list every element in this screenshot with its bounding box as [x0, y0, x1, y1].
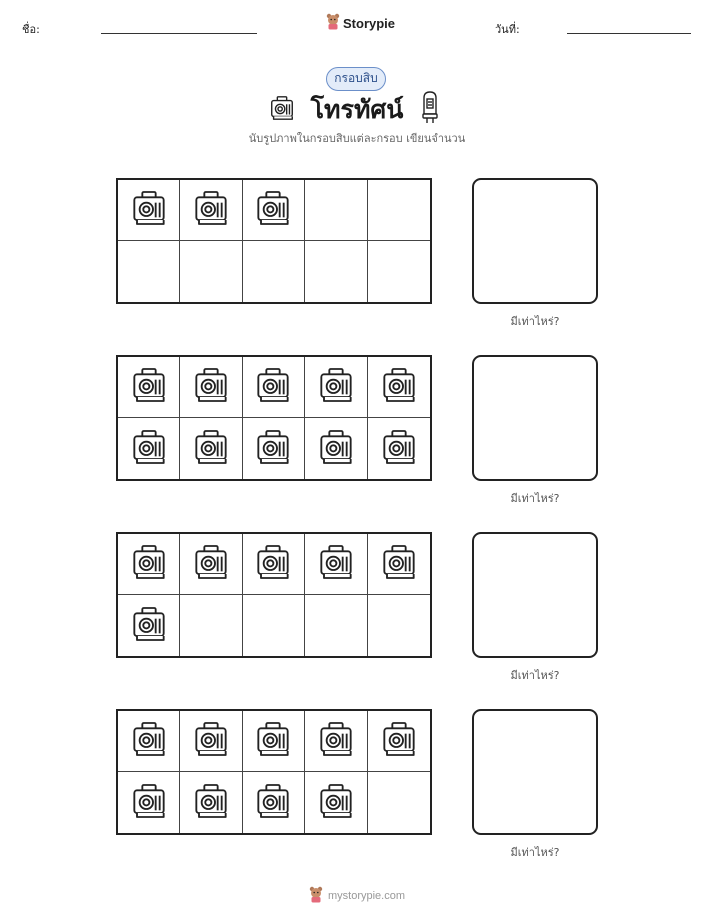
name-label: ชื่อ: [22, 23, 40, 36]
frame-cell [305, 241, 367, 302]
frame-cell [180, 418, 242, 479]
camera-icon [191, 188, 231, 232]
camera-icon [316, 365, 356, 409]
frame-cell [305, 595, 367, 656]
frame-cell [180, 595, 242, 656]
frame-cell [368, 357, 430, 418]
frame-cell [243, 180, 305, 241]
camera-icon [129, 365, 169, 409]
camera-icon [129, 604, 169, 648]
answer-prompt-3: มีเท่าไหร่? [510, 669, 560, 682]
answer-box-2[interactable] [472, 355, 598, 481]
ten-frame-3 [116, 532, 432, 658]
camera-icon [129, 719, 169, 763]
frame-cell [243, 241, 305, 302]
camera-icon [191, 781, 231, 825]
camera-icon [129, 781, 169, 825]
camera-icon [316, 542, 356, 586]
frame-cell [118, 534, 180, 595]
answer-box-1[interactable] [472, 178, 598, 304]
frame-cell [305, 357, 367, 418]
frame-cell [368, 772, 430, 833]
frame-cell [118, 357, 180, 418]
answer-prompt-2: มีเท่าไหร่? [510, 492, 560, 505]
frame-cell [180, 711, 242, 772]
frame-cell [180, 534, 242, 595]
camera-icon [316, 781, 356, 825]
camera-icon [191, 365, 231, 409]
vacuum-tube-icon [420, 90, 440, 128]
frame-cell [305, 534, 367, 595]
frame-cell [243, 711, 305, 772]
camera-icon [379, 427, 419, 471]
topic-badge: กรอบสิบ [326, 67, 386, 91]
camera-icon [191, 427, 231, 471]
frame-cell [118, 241, 180, 302]
frame-cell [118, 772, 180, 833]
camera-icon [191, 719, 231, 763]
frame-cell [368, 180, 430, 241]
date-line [567, 33, 691, 34]
frame-cell [243, 357, 305, 418]
camera-icon [253, 188, 293, 232]
frame-cell [305, 772, 367, 833]
camera-icon [379, 719, 419, 763]
camera-icon [253, 542, 293, 586]
frame-cell [118, 711, 180, 772]
camera-icon [379, 365, 419, 409]
frame-cell [305, 711, 367, 772]
camera-icon [253, 427, 293, 471]
camera-icon [129, 188, 169, 232]
camera-icon [316, 427, 356, 471]
frame-cell [368, 595, 430, 656]
answer-box-3[interactable] [472, 532, 598, 658]
camera-icon [379, 542, 419, 586]
instruction-text: นับรูปภาพในกรอบสิบแต่ละกรอบ เขียนจำนวน [248, 132, 466, 145]
frame-cell [180, 241, 242, 302]
frame-cell [368, 241, 430, 302]
page-title: โทรทัศน์ [310, 95, 404, 124]
frame-cell [368, 418, 430, 479]
brand-logo [326, 13, 395, 33]
name-line [101, 33, 257, 34]
frame-cell [118, 418, 180, 479]
date-label: วันที่: [495, 23, 520, 36]
frame-cell [118, 595, 180, 656]
frame-cell [118, 180, 180, 241]
bear-logo-icon [326, 13, 340, 33]
frame-cell [368, 711, 430, 772]
frame-cell [243, 418, 305, 479]
bear-logo-icon [309, 886, 323, 906]
frame-cell [368, 534, 430, 595]
camera-icon [129, 427, 169, 471]
camera-icon [316, 719, 356, 763]
answer-box-4[interactable] [472, 709, 598, 835]
camera-icon [253, 365, 293, 409]
ten-frame-1 [116, 178, 432, 304]
camera-icon [191, 542, 231, 586]
footer [0, 886, 714, 906]
camera-icon [129, 542, 169, 586]
frame-cell [180, 357, 242, 418]
frame-cell [243, 534, 305, 595]
ten-frame-2 [116, 355, 432, 481]
frame-cell [305, 180, 367, 241]
camera-icon [253, 781, 293, 825]
frame-cell [180, 180, 242, 241]
answer-prompt-4: มีเท่าไหร่? [510, 846, 560, 859]
frame-cell [180, 772, 242, 833]
frame-cell [243, 772, 305, 833]
answer-prompt-1: มีเท่าไหร่? [510, 315, 560, 328]
ten-frame-4 [116, 709, 432, 835]
camera-icon [253, 719, 293, 763]
brand-name: Storypie [343, 15, 396, 31]
frame-cell [305, 418, 367, 479]
footer-site: mystorypie.com [327, 890, 406, 902]
frame-cell [243, 595, 305, 656]
